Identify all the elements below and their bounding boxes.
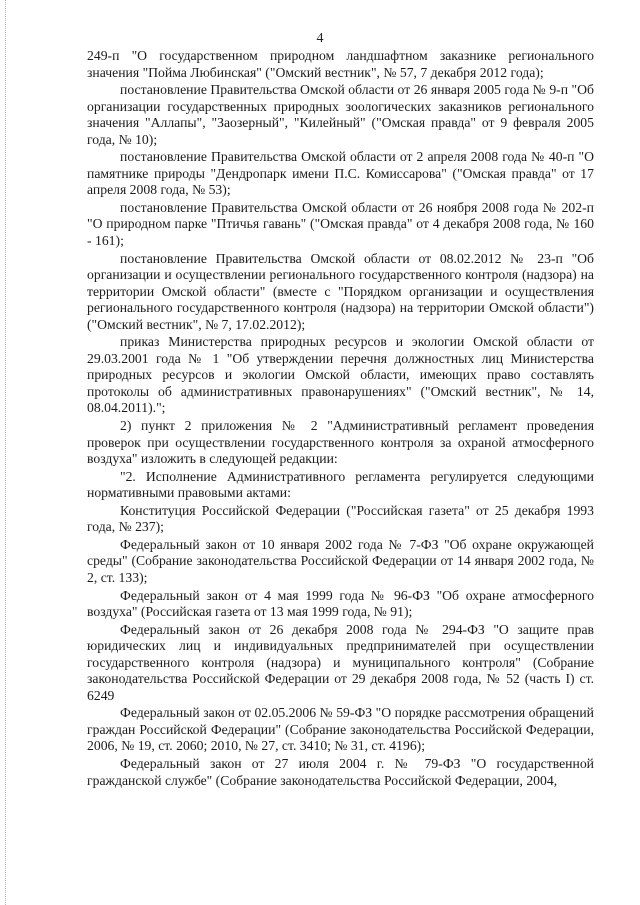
paragraph: Конституция Российской Федерации ("Российская газета" от 25 декабря 1993 года, № 237);	[87, 502, 594, 535]
paragraph: постановление Правительства Омской области от 26 января 2005 года № 9-п "Об организации государственных природных зоологических заказников регионального значения "Аллапы", "Заозерный", "Килейный" ("Омская правда" от 9 февраля 2005 года, № 10);	[87, 82, 594, 147]
paragraph: постановление Правительства Омской области от 26 ноября 2008 года № 202-п "О природном парке "Птичья гавань" ("Омская правда" от 4 декабря 2008 года, № 160 - 161);	[87, 199, 594, 249]
paragraph: Федеральный закон от 10 января 2002 года № 7-ФЗ "Об охране окружающей среды" (Собрание законодательства Российской Федерации от 14 января 2002 года, № 2, ст. 133);	[87, 536, 594, 585]
paragraph: постановление Правительства Омской области от 08.02.2012 № 23-п "Об организации и осуществлении регионального государственного контроля (надзора) на территории Омской области" (вместе с "Порядком организации и осуществления регионального государственного контроля (надзора) на территории Омской области") ("Омский вестник", № 7, 17.02.2012);	[87, 250, 594, 332]
paragraph: Федеральный закон от 26 декабря 2008 года № 294-ФЗ "О защите прав юридических лиц и индивидуальных предпринимателей при осуществлении государственного контроля (надзора) и муниципального контроля" (Собрание законодательства Российской Федерации от 29 декабря 2008 года, № 52 (часть I) ст. 6249	[87, 621, 594, 703]
paragraph: 2) пункт 2 приложения № 2 "Административный регламент проведения проверок при осуществлении государственного контроля за охраной атмосферного воздуха" изложить в следующей редакции:	[87, 418, 594, 467]
document-body	[87, 48, 594, 790]
paragraph: постановление Правительства Омской области от 2 апреля 2008 года № 40-п "О памятнике природы "Дендропарк имени П.С. Комиссарова" ("Омская правда" от 17 апреля 2008 года, № 53);	[87, 149, 594, 198]
paragraph: Федеральный закон от 27 июля 2004 г. № 79-ФЗ "О государственной гражданской службе" (Собрание законодательства Российской Федерации, 2004,	[87, 755, 594, 788]
paragraph: "2. Исполнение Административного регламента регулируется следующими нормативными правовыми актами:	[87, 468, 594, 501]
paragraph: приказ Министерства природных ресурсов и экологии Омской области от 29.03.2001 года № 1 "Об утверждении перечня должностных лиц Министерства природных ресурсов и экологии Омской области, имеющих право составлять протоколы об административных правонарушениях" ("Омский вестник", № 14, 08.04.2011).";	[87, 334, 594, 416]
page-number: 4	[316, 31, 324, 46]
paragraph: Федеральный закон от 4 мая 1999 года № 96-ФЗ "Об охране атмосферного воздуха" (Российская газета от 13 мая 1999 года, № 91);	[87, 587, 594, 620]
paragraph: Федеральный закон от 02.05.2006 № 59-ФЗ "О порядке рассмотрения обращений граждан Российской Федерации" (Собрание законодательства Российской Федерации, 2006, № 19, ст. 2060; 2010, № 27, ст. 3410; № 31, ст. 4196);	[87, 705, 594, 754]
paragraph-continuation: 249-п "О государственном природном ландшафтном заказнике регионального значения "Пойма Любинская" ("Омский вестник", № 57, 7 декабря 2012 года);	[87, 48, 594, 80]
scan-left-edge	[0, 0, 6, 905]
